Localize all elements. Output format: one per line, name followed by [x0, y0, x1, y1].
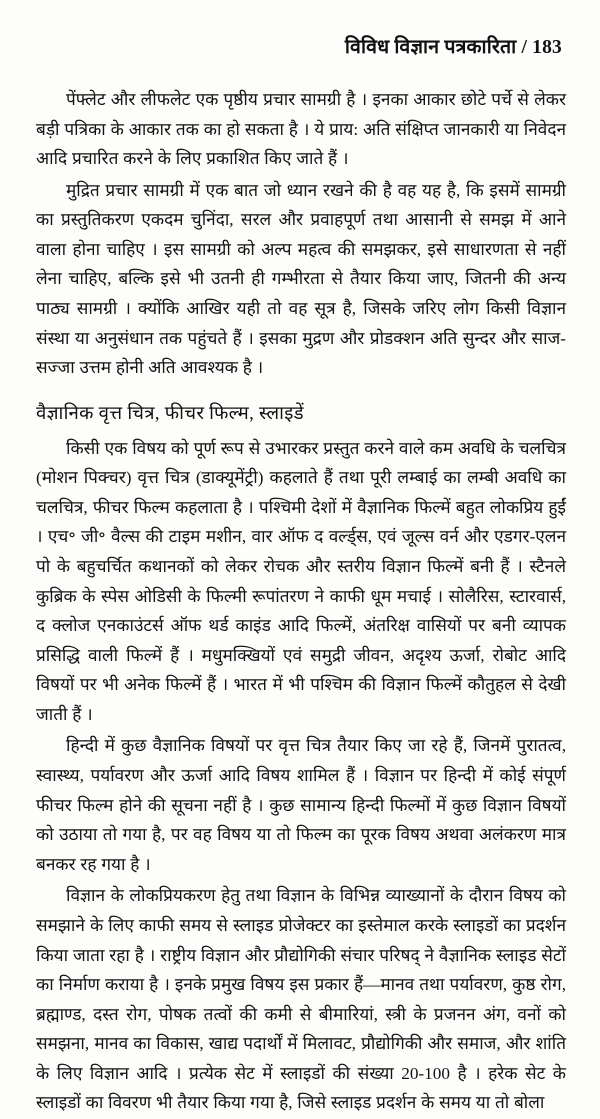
paragraph: विज्ञान के लोकप्रियकरण हेतु तथा विज्ञान के विभिन्न व्याख्यानों के दौरान विषय को समझाने के लिए काफी समय से स्लाइड प्रोजेक्टर का इस्तेमाल करके स्लाइडों का प्रदर्शन किया जाता रहा है । राष्ट्रीय विज्ञान और प्रौद्योगिकी संचार परिषद् ने वैज्ञानिक स्लाइड सेटों का निर्माण कराया है । इनके प्रमुख विषय इस प्रकार हैं—मानव तथा पर्यावरण, कुष्ठ रोग, ब्रह्माण्ड, दस्त रोग, पोषक तत्वों की कमी से बीमारियां, स्त्री के प्रजनन अंग, वनों को समझना, मानव का विकास, खाद्य पदार्थों में मिलावट, प्रौद्योगिकी और समाज, और शांति के लिए विज्ञान आदि । प्रत्येक सेट में स्लाइडों की संख्या 20-100 है । हरेक सेट के स्लाइडों का विवरण भी तैयार किया गया है, जिसे स्लाइड प्रदर्शन के समय या तो बोला — [36, 886, 566, 1113]
paragraph: किसी एक विषय को पूर्ण रूप से उभारकर प्रस्तुत करने वाले कम अवधि के चलचित्र (मोशन पिक्चर) वृत्त चित्र (डाक्यूमेंट्री) कहलाते हैं तथा पूरी लम्बाई का लम्बी अवधि का चलचित्र, फीचर फिल्म कहलाता है । पश्चिमी देशों में वैज्ञानिक फिल्में बहुत लोकप्रिय हुईं । एच॰ जी॰ वैल्स की टाइम मशीन, वार ऑफ द वर्ल्ड्स, एवं जूल्स वर्न और एडगर-एलन पो के बहुचर्चित कथानकों को लेकर रोचक और स्तरीय विज्ञान फिल्में बनी हैं । स्टैनले कुब्रिक के स्पेस ओडिसी के फिल्मी रूपांतरण ने काफी धूम मचाई । सोलैरिस, स्टारवार्स, द क्लोज एनकाउंटर्स ऑफ थर्ड काइंड आदि फिल्में, अंतरिक्ष वासियों पर बनी व्यापक प्रसिद्धि वाली फिल्में हैं । मधुमक्खियों एवं समुद्री जीवन, अदृश्य ऊर्जा, रोबोट आदि विषयों पर भी अनेक फिल्में हैं । भारत में भी पश्चिम की विज्ञान फिल्में कौतुहल से देखी जाती हैं । — [36, 438, 566, 724]
section-heading: वैज्ञानिक वृत्त चित्र, फीचर फिल्म, स्लाइडें — [36, 402, 304, 424]
paragraph: मुद्रित प्रचार सामग्री में एक बात जो ध्यान रखने की है वह यह है, कि इसमें सामग्री का प्रस्तुतिकरण एकदम चुनिंदा, सरल और प्रवाहपूर्ण तथा आसानी से समझ में आने वाला होना चाहिए । इस सामग्री को अल्प महत्व की समझकर, इसे साधारणता से नहीं लेना चाहिए, बल्कि इसे भी उतनी ही गम्भीरता से तैयार किया जाए, जितनी की अन्य पाठ्य सामग्री । क्योंकि आखिर यही तो वह सूत्र है, जिसके जरिए लोग किसी विज्ञान संस्था या अनुसंधान तक पहुंचते हैं । इसका मुद्रण और प्रोडक्शन अति सुन्दर और साज-सज्जा उत्तम होनी अति आवश्यक है । — [36, 180, 566, 378]
paragraph: हिन्दी में कुछ वैज्ञानिक विषयों पर वृत्त चित्र तैयार किए जा रहे हैं, जिनमें पुरातत्व, स्वास्थ्य, पर्यावरण और ऊर्जा आदि विषय शामिल हैं । विज्ञान पर हिन्दी में कोई संपूर्ण फीचर फिल्म होने की सूचना नहीं है । कुछ सामान्य हिन्दी फिल्मों में कुछ विज्ञान विषयों को उठाया तो गया है, पर वह विषय या तो फिल्म का पूरक विषय अथवा अलंकरण मात्र बनकर रह गया है । — [36, 736, 566, 874]
paragraph: पेंफ्लेट और लीफलेट एक पृष्ठीय प्रचार सामग्री है । इनका आकार छोटे पर्चे से लेकर बड़ी पत्रिका के आकार तक का हो सकता है । ये प्राय: अति संक्षिप्त जानकारी या निवेदन आदि प्रचारित करने के लिए प्रकाशित किए जाते हैं । — [36, 90, 566, 169]
page-header: विविध विज्ञान पत्रकारिता / 183 — [344, 37, 562, 58]
